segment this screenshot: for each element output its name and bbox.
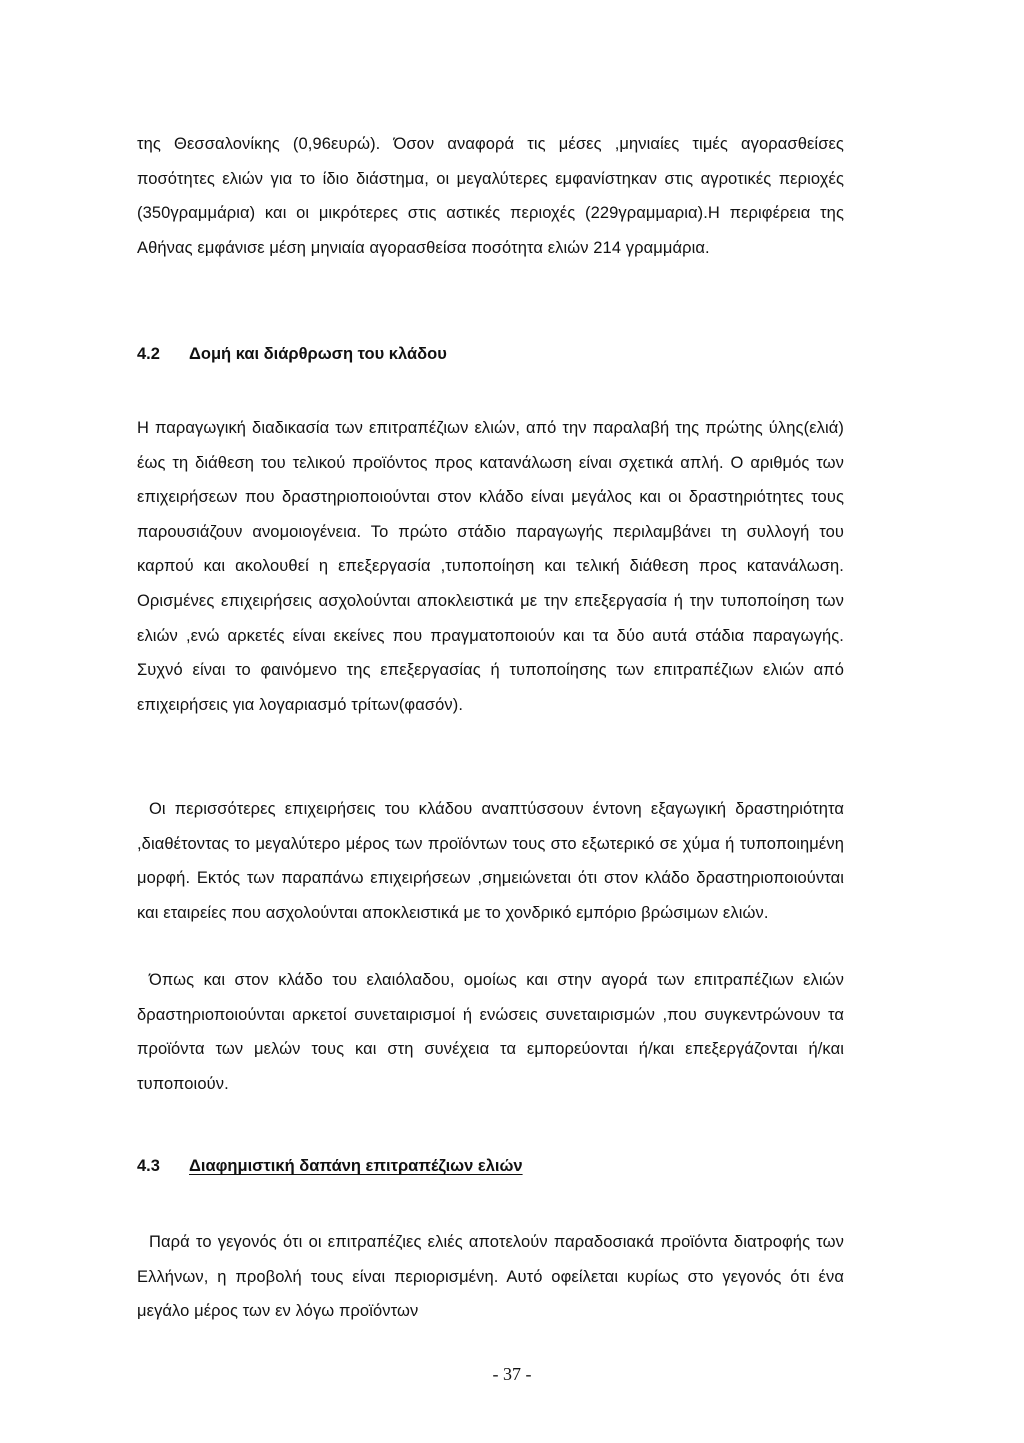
section-heading-4-3 — [137, 1154, 523, 1178]
paragraph-consumption-quantities: της Θεσσαλονίκης (0,96ευρώ). Όσον αναφορά τις μέσες ,μηνιαίες τιμές αγορασθείσες ποσότητες ελιών για το ίδιο διάστημα, οι μεγαλύτερες εμφανίστηκαν στις αγροτικές περιοχές (350γραμμάρια) και οι μικρότερες στις αστικές περιοχές (229γραμμαρια).Η περιφέρεια της Αθήνας εμφάνισε μέση μηνιαία αγορασθείσα ποσότητα ελιών 214 γραμμάρια. — [137, 135, 844, 257]
paragraph-production-process: Η παραγωγική διαδικασία των επιτραπέζιων ελιών, από την παραλαβή της πρώτης ύλης(ελιά) έως τη διάθεση του τελικού προϊόντος προς κατανάλωση είναι σχετικά απλή. Ο αριθμός των επιχειρήσεων που δραστηριοποιούνται στον κλάδο είναι μεγάλος και οι δραστηριότητες τους παρουσιάζουν ανομοιογένεια. Το πρώτο στάδιο παραγωγής περιλαμβάνει τη συλλογή του καρπού και ακολουθεί η επεξεργασία ,τυποποίηση και τελική διάθεση προς κατανάλωση. Ορισμένες επιχειρήσεις ασχολούνται αποκλειστικά με την επεξεργασία ή την τυποποίηση των ελιών ,ενώ αρκετές είναι εκείνες που πραγματοποιούν και τα δύο αυτά στάδια παραγωγής. Συχνό είναι το φαινόμενο της επεξεργασίας ή τυποποίησης των επιτραπέζιων ελιών από επιχειρήσεις για λογαριασμό τρίτων(φασόν). — [137, 419, 844, 714]
section-number: 4.3 — [137, 1157, 160, 1175]
page-number: - 37 - — [492, 1364, 532, 1384]
paragraph-exports: Οι περισσότερες επιχειρήσεις του κλάδου αναπτύσσουν έντονη εξαγωγική δραστηριότητα ,διαθέτοντας το μεγαλύτερο μέρος των προϊόντων τους στο εξωτερικό σε χύμα ή τυποποιημένη μορφή. Εκτός των παραπάνω επιχειρήσεων ,σημειώνεται ότι στον κλάδο δραστηριοποιούνται και εταιρείες που ασχολούνται αποκλειστικά με το χονδρικό εμπόριο βρώσιμων ελιών. — [137, 800, 844, 922]
section-title: Διαφημιστική δαπάνη επιτραπέζιων ελιών — [189, 1157, 523, 1175]
paragraph-advertising: Παρά το γεγονός ότι οι επιτραπέζιες ελιές αποτελούν παραδοσιακά προϊόντα διατροφής των Ελλήνων, η προβολή τους είναι περιορισμένη. Αυτό οφείλεται κυρίως στο γεγονός ότι ένα μεγάλο μέρος των εν λόγω προϊόντων — [137, 1233, 844, 1321]
section-number: 4.2 — [137, 345, 160, 363]
paragraph-cooperatives: Όπως και στον κλάδο του ελαιόλαδου, ομοίως και στην αγορά των επιτραπέζιων ελιών δραστηριοποιούνται αρκετοί συνεταιρισμοί ή ενώσεις συνεταιρισμών ,που συγκεντρώνουν τα προϊόντα των μελών τους και στη συνέχεια τα εμπορεύονται ή/και επεξεργάζονται ή/και τυποποιούν. — [137, 971, 844, 1093]
section-title: Δομή και διάρθρωση του κλάδου — [189, 345, 447, 363]
section-heading-4-2 — [137, 342, 447, 366]
